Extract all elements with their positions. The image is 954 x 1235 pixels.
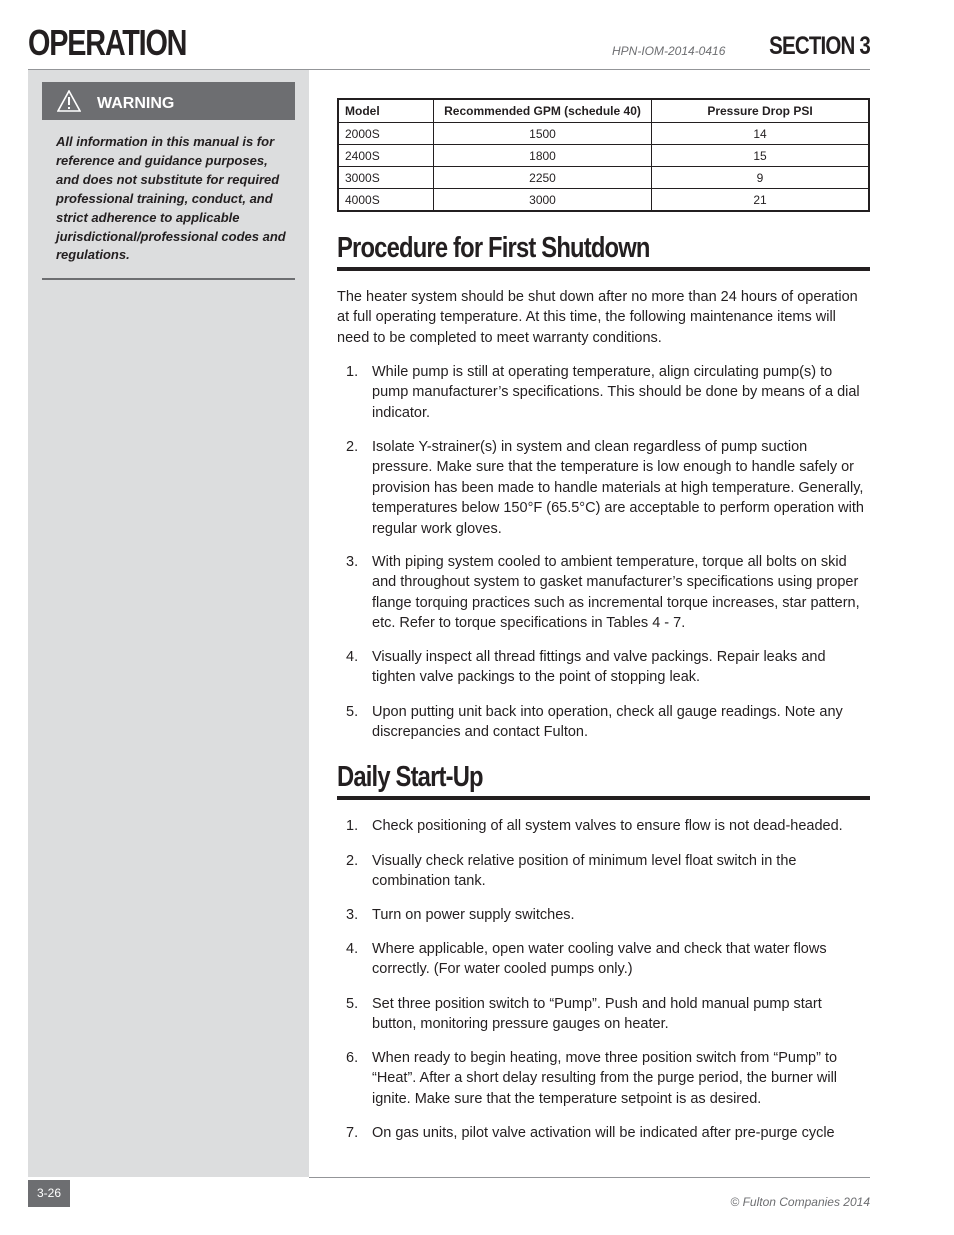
table-cell: 2000S [338, 123, 434, 145]
page-title: OPERATION [28, 22, 187, 63]
list-item: 6. When ready to begin heating, move three position switch from “Pump” to “Heat”. After a short delay resulting from the purge period, the burner will ignite. Make sure that the temperature setpoint is as desired. [346, 1050, 838, 1107]
list-item: 4. Visually inspect all thread fittings and valve packings. Repair leaks and tighten valve packings to the point of stopping leak. [346, 649, 826, 686]
table-cell: 15 [652, 145, 870, 167]
table-row [338, 123, 869, 145]
list-item: 4. Where applicable, open water cooling valve and check that water flows correctly. (For water cooled pumps only.) [346, 941, 827, 978]
startup-heading-rule [337, 796, 870, 800]
list-item: 2. Isolate Y-strainer(s) in system and clean regardless of pump suction pressure. Make sure that the temperature is low enough to handle safely or provision has been made to handle materials at high temperature. Generally, temperatures below 150°F (65.5°C) are acceptable to perform operation with regular work gloves. [346, 439, 864, 537]
list-item: 5. Upon putting unit back into operation, check all gauge readings. Note any discrepancies and contact Fulton. [346, 704, 843, 741]
shutdown-intro: The heater system should be shut down after no more than 24 hours of operation at full operating temperature. At this time, the following maintenance items will need to be completed to meet warranty conditions. [337, 289, 858, 346]
page-number: 3-26 [28, 1180, 70, 1207]
table-header: Pressure Drop PSI [652, 99, 870, 123]
list-item: 3. With piping system cooled to ambient temperature, torque all bolts on skid and throughout system to gasket manufacturer’s specifications using proper flange torquing practices such as incremental torque increases, star pattern, etc. Refer to torque specifications in Tables 4 - 7. [346, 554, 860, 632]
warning-label: WARNING [97, 95, 175, 112]
table-cell: 1800 [434, 145, 652, 167]
table-row [338, 189, 869, 212]
table-cell: 4000S [338, 189, 434, 212]
table-cell: 3000S [338, 167, 434, 189]
table-header: Recommended GPM (schedule 40) [434, 99, 652, 123]
startup-heading: Daily Start-Up [337, 761, 483, 793]
list-item: 2. Visually check relative position of minimum level float switch in the combination tank. [346, 853, 797, 890]
warning-text: All information in this manual is for reference and guidance purposes, and does not substitute for required professional training, conduct, and strict adherence to applicable jurisdictional/professional codes and regulations. [56, 134, 286, 263]
list-item: 5. Set three position switch to “Pump”. Push and hold manual pump start button, monitoring pressure gauges on heater. [346, 996, 822, 1033]
table-cell: 2250 [434, 167, 652, 189]
list-item: 1. Check positioning of all system valves to ensure flow is not dead-headed. [346, 818, 843, 834]
table-cell: 9 [652, 167, 870, 189]
document-number: HPN-IOM-2014-0416 [612, 44, 726, 58]
table-cell: 14 [652, 123, 870, 145]
shutdown-heading: Procedure for First Shutdown [337, 232, 650, 264]
table-header-row [338, 99, 869, 123]
list-item: 1. While pump is still at operating temperature, align circulating pump(s) to pump manufacturer’s specifications. This should be done by means of a dial indicator. [346, 364, 860, 421]
table-cell: 1500 [434, 123, 652, 145]
copyright-notice: © Fulton Companies 2014 [730, 1195, 870, 1209]
table-header: Model [338, 99, 434, 123]
table-row [338, 145, 869, 167]
warning-banner [42, 82, 295, 120]
shutdown-heading-rule [337, 267, 870, 271]
table-cell: 21 [652, 189, 870, 212]
list-item: 7. On gas units, pilot valve activation will be indicated after pre-purge cycle [346, 1125, 835, 1141]
pump-spec-table [337, 98, 870, 212]
table-cell: 2400S [338, 145, 434, 167]
warning-divider [42, 278, 295, 280]
section-label: SECTION 3 [769, 32, 870, 60]
list-item: 3. Turn on power supply switches. [346, 907, 575, 923]
table-cell: 3000 [434, 189, 652, 212]
table-row [338, 167, 869, 189]
footer-divider [309, 1177, 870, 1178]
warning-triangle-icon [57, 90, 81, 112]
